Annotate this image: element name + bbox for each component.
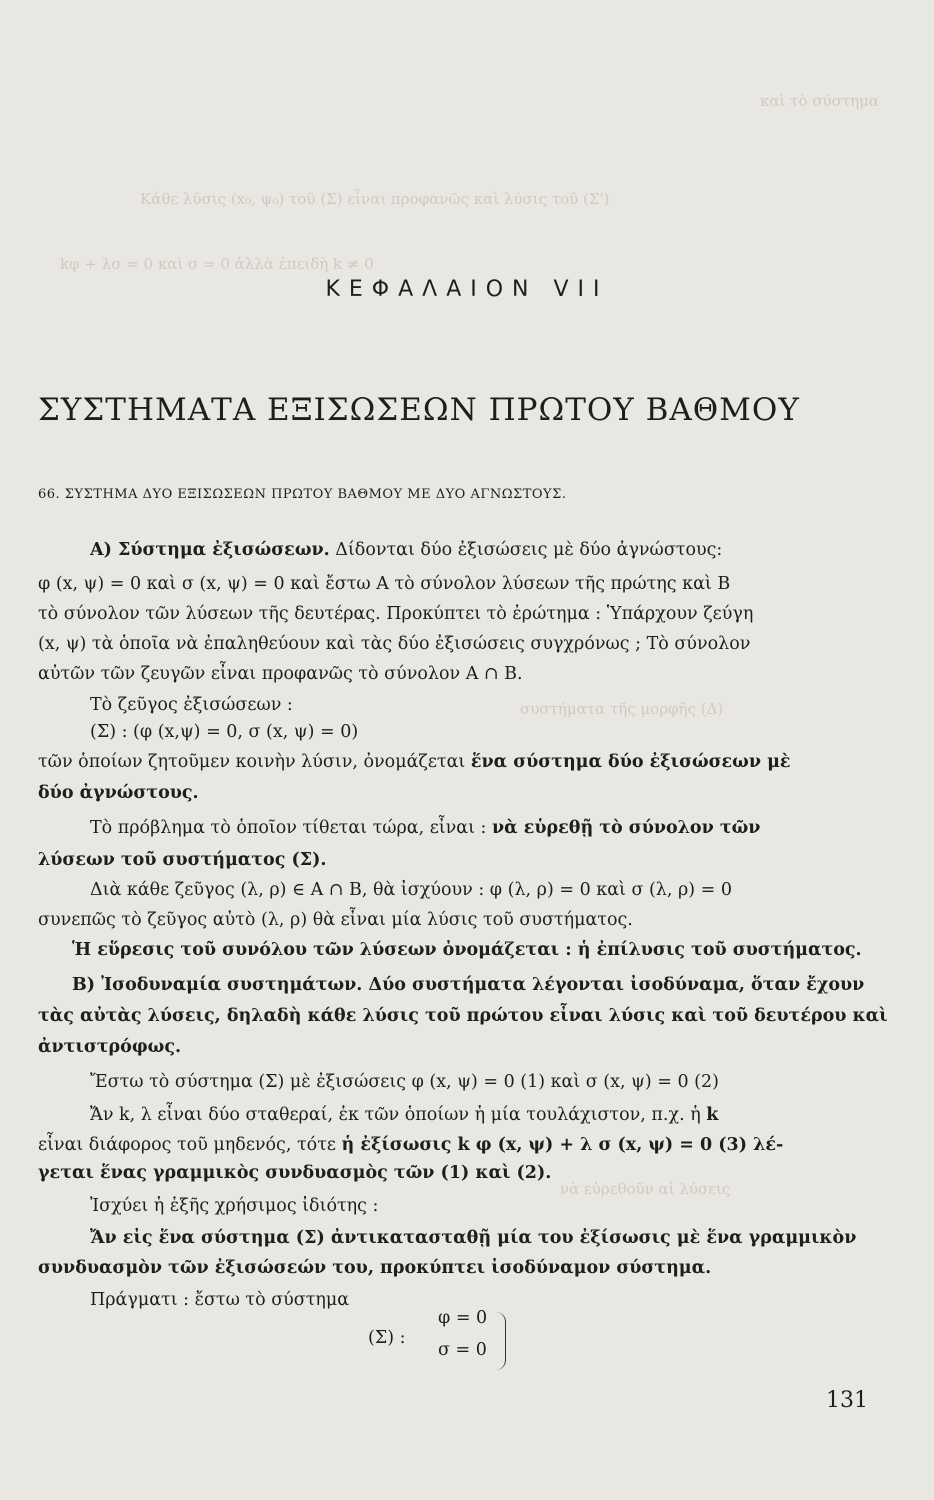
text-line: Ἰσχύει ἡ ἑξῆς χρήσιμος ἰδιότης : bbox=[90, 1196, 379, 1216]
problem-emphasis: νὰ εὑρεθῇ τὸ σύνολον τῶν bbox=[492, 818, 761, 838]
page-title: ΣΥΣΤΗΜΑΤΑ ΕΞΙΣΩΣΕΩΝ ΠΡΩΤΟΥ ΒΑΘΜΟΥ bbox=[38, 392, 800, 428]
bleed-through-text: Κάθε λύσις (x₀, ψ₀) τοῦ (Σ) εἶναι προφανῶς καὶ λύσις τοῦ (Σ') bbox=[140, 190, 610, 208]
system-equation-2: σ = 0 bbox=[438, 1340, 487, 1360]
text-line: γεται ἕνας γραμμικὸς συνδυασμὸς τῶν (1) καὶ (2). bbox=[38, 1163, 552, 1183]
text-line bbox=[38, 1135, 783, 1155]
chapter-heading: ΚΕΦΑΛΑΙΟΝ VII bbox=[325, 277, 609, 302]
text-line: Τὸ ζεῦγος ἐξισώσεων : bbox=[90, 695, 293, 715]
text-line: λύσεων τοῦ συστήματος (Σ). bbox=[38, 850, 327, 870]
property-statement: Ἄν εἰς ἕνα σύστημα (Σ) ἀντικατασταθῇ μία του ἐξίσωσις μὲ ἕνα γραμμικὸν bbox=[90, 1228, 857, 1248]
text-line: τὰς αὐτὰς λύσεις, δηλαδὴ κάθε λύσις τοῦ πρώτου εἶναι λύσις καὶ τοῦ δευτέρου καὶ bbox=[38, 1006, 888, 1026]
text-line: αὐτῶν τῶν ζευγῶν εἶναι προφανῶς τὸ σύνολον Α ∩ Β. bbox=[38, 664, 523, 684]
text-line: Ἡ εὕρεσις τοῦ συνόλου τῶν λύσεων ὀνομάζεται : ἡ ἐπίλυσις τοῦ συστήματος. bbox=[72, 940, 862, 960]
text-line bbox=[90, 540, 722, 560]
text-span: Τὸ πρόβλημα τὸ ὁποῖον τίθεται τώρα, εἶναι : bbox=[90, 818, 493, 838]
text-line: Πράγματι : ἔστω τὸ σύστημα bbox=[90, 1290, 350, 1310]
text-line: ἀντιστρόφως. bbox=[38, 1037, 182, 1057]
text-line bbox=[38, 752, 791, 772]
text-span: εἶναι διάφορος τοῦ μηδενός, τότε bbox=[38, 1135, 342, 1155]
text-line: τὸ σύνολον τῶν λύσεων τῆς δευτέρας. Προκύπτει τὸ ἐρώτημα : Ὑπάρχουν ζεύγη bbox=[38, 604, 754, 624]
text-line: Διὰ κάθε ζεῦγος (λ, ρ) ∈ Α ∩ Β, θὰ ἰσχύουν : φ (λ, ρ) = 0 καὶ σ (λ, ρ) = 0 bbox=[90, 880, 733, 900]
brace bbox=[493, 1312, 506, 1370]
text-span: τῶν ὁποίων ζητοῦμεν κοινὴν λύσιν, ὀνομάζεται bbox=[38, 752, 471, 772]
text-line: Ἔστω τὸ σύστημα (Σ) μὲ ἐξισώσεις φ (x, ψ) = 0 (1) καὶ σ (x, ψ) = 0 (2) bbox=[90, 1072, 719, 1092]
text-line bbox=[90, 1105, 718, 1125]
constant-k: k bbox=[706, 1105, 719, 1125]
text-line: συνεπῶς τὸ ζεῦγος αὐτὸ (λ, ρ) θὰ εἶναι μία λύσις τοῦ συστήματος. bbox=[38, 910, 633, 930]
system-equation-1: φ = 0 bbox=[438, 1308, 488, 1328]
system-definition: (Σ) : (φ (x,ψ) = 0, σ (x, ψ) = 0) bbox=[90, 722, 359, 742]
section-heading: 66. ΣΥΣΤΗΜΑ ΔΥΟ ΕΞΙΣΩΣΕΩΝ ΠΡΩΤΟΥ ΒΑΘΜΟΥ ΜΕ ΔΥΟ ΑΓΝΩΣΤΟΥΣ. bbox=[38, 487, 567, 502]
bleed-through-text: νὰ εὑρεθοῦν αἱ λύσεις bbox=[560, 1180, 731, 1198]
definition-emphasis: ἕνα σύστημα δύο ἐξισώσεων μὲ bbox=[470, 752, 791, 772]
linear-combination-equation: ἡ ἐξίσωσις k φ (x, ψ) + λ σ (x, ψ) = 0 (3) λέ- bbox=[341, 1135, 784, 1155]
text-line: συνδυασμὸν τῶν ἐξισώσεών του, προκύπτει ἰσοδύναμον σύστημα. bbox=[38, 1258, 712, 1278]
subsection-a-heading: Α) Σύστημα ἐξισώσεων. bbox=[90, 540, 330, 560]
text-line: δύο ἀγνώστους. bbox=[38, 783, 199, 803]
text-line: φ (x, ψ) = 0 καὶ σ (x, ψ) = 0 καὶ ἔστω Α τὸ σύνολον λύσεων τῆς πρώτης καὶ Β bbox=[38, 574, 731, 594]
text-line bbox=[90, 818, 760, 838]
bleed-through-text: συστήματα τῆς μορφῆς (Δ) bbox=[520, 700, 724, 718]
text-line: (x, ψ) τὰ ὁποῖα νὰ ἐπαληθεύουν καὶ τὰς δύο ἐξισώσεις συγχρόνως ; Τὸ σύνολον bbox=[38, 634, 751, 654]
page-number: 131 bbox=[826, 1388, 868, 1413]
bleed-through-text: καὶ τὸ σύστημα bbox=[760, 92, 880, 110]
bleed-through-text: kφ + λσ = 0 καὶ σ = 0 ἀλλὰ ἐπειδὴ k ≠ 0 bbox=[60, 255, 374, 273]
text-span: Ἄν k, λ εἶναι δύο σταθεραί, ἐκ τῶν ὁποίων ἡ μία τουλάχιστον, π.χ. ἡ bbox=[90, 1105, 707, 1125]
text-span: Δίδονται δύο ἐξισώσεις μὲ δύο ἀγνώστους: bbox=[329, 540, 723, 560]
system-label: (Σ) : bbox=[368, 1328, 406, 1348]
subsection-b-heading: Β) Ἰσοδυναμία συστημάτων. Δύο συστήματα λέγονται ἰσοδύναμα, ὅταν ἔχουν bbox=[72, 975, 865, 995]
